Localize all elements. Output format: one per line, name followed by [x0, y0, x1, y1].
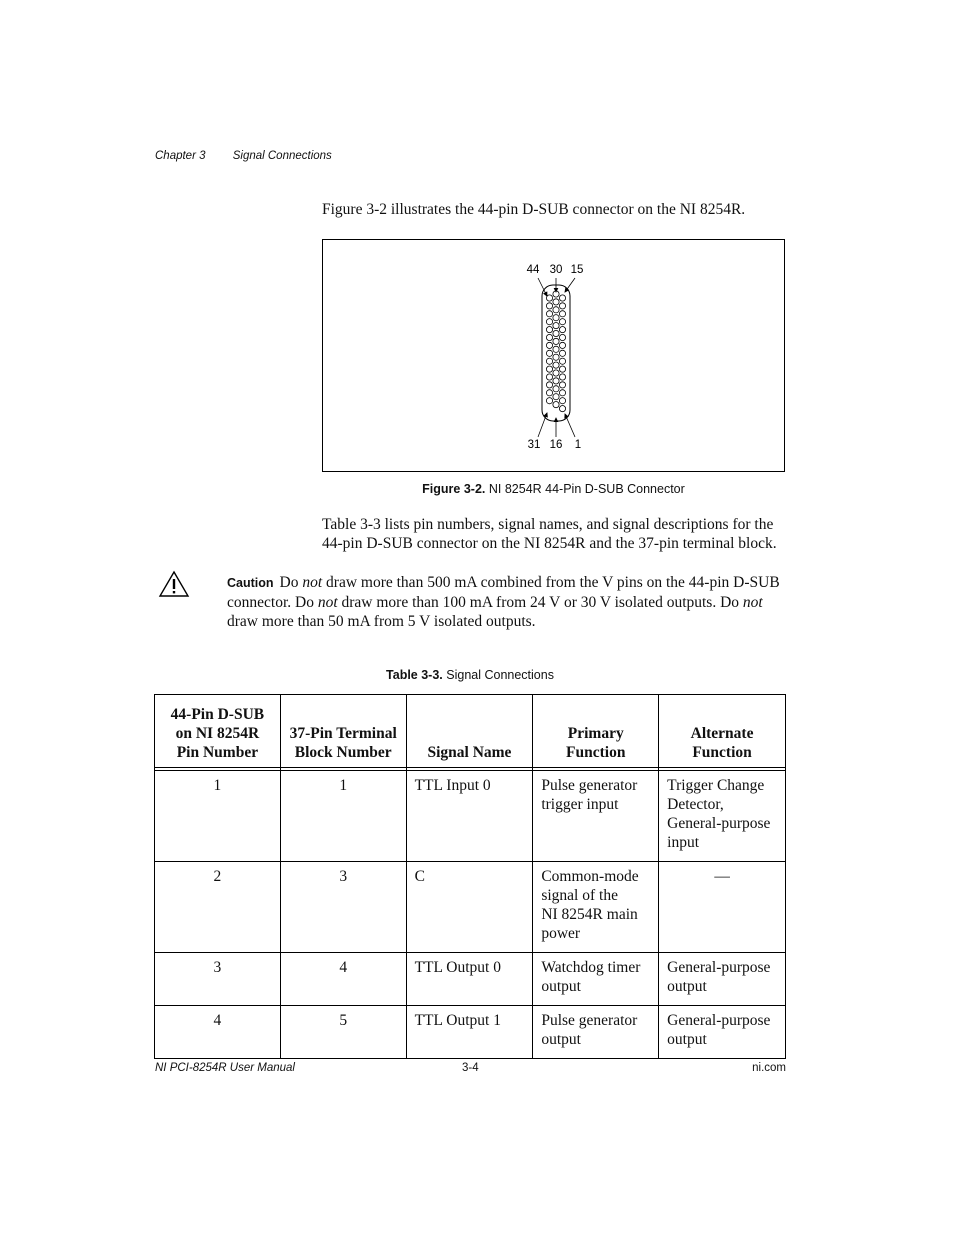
- table-row: [155, 862, 786, 953]
- pin-label-15: 15: [570, 264, 584, 276]
- cell-block: 4: [280, 953, 406, 1006]
- cell-block: 3: [280, 862, 406, 953]
- pin-hole: [546, 311, 552, 317]
- header-44pin: 44-Pin D-SUB on NI 8254R Pin Number: [155, 695, 281, 768]
- table-caption-text: Signal Connections: [446, 668, 554, 682]
- pointer-arrowhead: [554, 418, 557, 422]
- pin-hole: [559, 334, 565, 340]
- pin-hole: [546, 398, 552, 404]
- intro-paragraph: Figure 3-2 illustrates the 44-pin D-SUB connector on the NI 8254R.: [322, 201, 746, 218]
- pin-hole: [559, 382, 565, 388]
- caution-label: Caution: [227, 576, 274, 590]
- pin-hole: [546, 303, 552, 309]
- pin-hole: [553, 330, 559, 336]
- pin-hole: [559, 319, 565, 325]
- caution-icon: [158, 570, 190, 598]
- pin-hole: [559, 374, 565, 380]
- pin-hole: [559, 311, 565, 317]
- pin-hole: [553, 323, 559, 329]
- pin-array: [546, 291, 565, 412]
- pin-hole: [559, 327, 565, 333]
- pin-hole: [546, 390, 552, 396]
- caution-text-3: draw more than 100 mA from 24 V or 30 V isolated outputs. Do: [337, 594, 743, 611]
- pin-hole: [553, 394, 559, 400]
- caution-emphasis-1: not: [302, 574, 323, 591]
- pin-hole: [559, 358, 565, 364]
- header-signal-name: Signal Name: [406, 695, 533, 768]
- header-primary-function: Primary Function: [533, 695, 659, 768]
- pin-hole: [553, 315, 559, 321]
- table-caption: [155, 668, 785, 682]
- cell-alternate: —: [659, 862, 786, 953]
- footer-page-number: 3-4: [462, 1062, 479, 1074]
- caution-text-2: draw more than 500 mA combined from the V pins on the 44-pin D-SUB connector. Do: [227, 574, 780, 611]
- table-row: [155, 953, 786, 1006]
- pin-hole: [546, 319, 552, 325]
- cell-signal: TTL Input 0: [406, 771, 533, 862]
- pin-label-44: 44: [526, 264, 540, 276]
- figure-caption: [322, 482, 785, 496]
- caution-text-1: Do: [279, 574, 303, 591]
- pin-hole: [546, 366, 552, 372]
- table-row: [155, 771, 786, 862]
- table-caption-label: Table 3-3.: [386, 668, 443, 682]
- pin-label-1: 1: [574, 439, 582, 451]
- figure-caption-label: Figure 3-2.: [422, 482, 486, 496]
- caution-emphasis-3: not: [742, 594, 763, 611]
- header-alternate-function: Alternate Function: [659, 695, 786, 768]
- table-description: Table 3-3 lists pin numbers, signal names, and signal descriptions for the 44-pin D-SUB connector on the NI 8254R and the 37-pin terminal block.: [322, 516, 777, 552]
- pin-hole: [553, 402, 559, 408]
- cell-block: 1: [280, 771, 406, 862]
- pin-hole: [553, 307, 559, 313]
- pin-label-30: 30: [549, 264, 563, 276]
- pin-hole: [546, 358, 552, 364]
- pin-hole: [553, 386, 559, 392]
- signal-connections-table: [154, 694, 786, 1059]
- pin-hole: [553, 354, 559, 360]
- pin-hole: [559, 390, 565, 396]
- pin-hole: [546, 350, 552, 356]
- pin-hole: [546, 334, 552, 340]
- cell-signal: TTL Output 1: [406, 1006, 533, 1059]
- footer-website: ni.com: [752, 1062, 786, 1074]
- footer-manual-title: NI PCI-8254R User Manual: [155, 1062, 295, 1074]
- pin-hole: [546, 327, 552, 333]
- cell-pin: 1: [155, 771, 281, 862]
- pin-hole: [559, 406, 565, 412]
- cell-alternate: General-purpose output: [659, 953, 786, 1006]
- running-head: [155, 150, 332, 162]
- pointer-arrowhead: [544, 413, 547, 417]
- caution-emphasis-2: not: [317, 594, 338, 611]
- caution-text-4: draw more than 50 mA from 5 V isolated outputs.: [227, 613, 536, 630]
- pin-hole: [553, 378, 559, 384]
- cell-primary: Watchdog timer output: [533, 953, 659, 1006]
- pin-hole: [559, 342, 565, 348]
- pin-hole: [553, 370, 559, 376]
- cell-block: 5: [280, 1006, 406, 1059]
- cell-pin: 2: [155, 862, 281, 953]
- pointer-arrowhead: [544, 292, 547, 296]
- connector-figure: [322, 239, 785, 472]
- pin-hole: [546, 382, 552, 388]
- header-37pin: 37-Pin Terminal Block Number: [280, 695, 406, 768]
- pin-hole: [559, 398, 565, 404]
- chapter-label: Chapter 3: [155, 150, 206, 162]
- cell-pin: 4: [155, 1006, 281, 1059]
- cell-primary: Common-mode signal of the NI 8254R main power: [533, 862, 659, 953]
- pin-hole: [546, 342, 552, 348]
- dsub-connector-diagram: [323, 240, 786, 473]
- pin-label-31: 31: [527, 439, 541, 451]
- cell-signal: TTL Output 0: [406, 953, 533, 1006]
- pin-hole: [559, 295, 565, 301]
- pin-hole: [559, 350, 565, 356]
- pin-hole: [546, 374, 552, 380]
- table-header-row: [155, 695, 786, 768]
- table-row: [155, 1006, 786, 1059]
- pin-hole: [559, 366, 565, 372]
- section-label: Signal Connections: [232, 150, 332, 162]
- cell-primary: Pulse generator trigger input: [533, 771, 659, 862]
- cell-pin: 3: [155, 953, 281, 1006]
- pin-hole: [553, 338, 559, 344]
- pointer-arrowhead: [565, 288, 569, 292]
- pin-label-16: 16: [549, 439, 563, 451]
- pin-hole: [553, 362, 559, 368]
- caution-note: [227, 573, 787, 631]
- cell-alternate: Trigger Change Detector, General-purpose input: [659, 771, 786, 862]
- pin-hole: [553, 299, 559, 305]
- figure-caption-text: NI 8254R 44-Pin D-SUB Connector: [488, 482, 685, 496]
- pin-hole: [553, 346, 559, 352]
- cell-primary: Pulse generator output: [533, 1006, 659, 1059]
- pin-hole: [559, 303, 565, 309]
- cell-signal: C: [406, 862, 533, 953]
- cell-alternate: General-purpose output: [659, 1006, 786, 1059]
